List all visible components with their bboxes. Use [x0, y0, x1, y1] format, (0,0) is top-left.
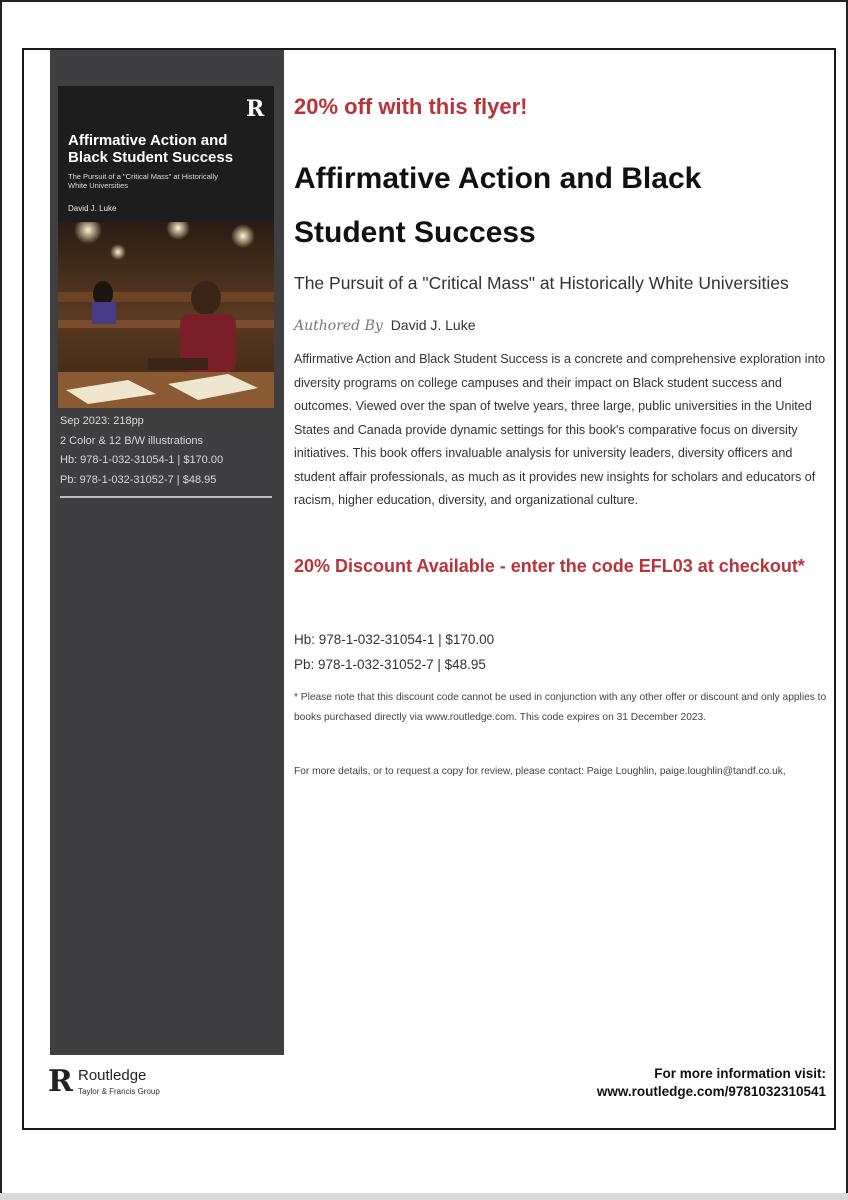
cover-photo	[58, 222, 274, 408]
footer-info-label: For more information visit:	[654, 1066, 826, 1081]
footer-url[interactable]: www.routledge.com/9781032310541	[596, 1084, 826, 1099]
book-title: Affirmative Action and Black Student Success	[294, 162, 702, 249]
book-cover	[58, 86, 274, 408]
price-pb: Pb: 978-1-032-31052-7 | $48.95	[294, 657, 486, 672]
bottom-band	[0, 1193, 848, 1200]
sidebar-date-pages: Sep 2023: 218pp	[60, 415, 144, 427]
discount-note: * Please note that this discount code cannot be used in conjunction with any other offer or discount and only applies to books purchased directly via www.routledge.com. This code expires on 31 December 2023.	[294, 692, 827, 723]
price-hb: Hb: 978-1-032-31054-1 | $170.00	[294, 632, 495, 647]
discount-headline: 20% Discount Available - enter the code EFL03 at checkout*	[294, 556, 805, 576]
author-line	[294, 314, 476, 337]
book-description: Affirmative Action and Black Student Success is a concrete and comprehensive exploration into diversity programs on college campuses and their impact on Black student success and outcomes. Viewed over the span of twelve years, three large, public universities in the United States and Canada provide dynamic settings for this book's comparative focus on diversity initiatives. This book offers invaluable analysis for university leaders, diversity officers and student affair professionals, as much as it provides new insights for scholars and educators of racism, higher education, diversity, and organizational culture.	[294, 352, 826, 507]
sidebar-illustrations: 2 Color & 12 B/W illustrations	[60, 434, 204, 447]
price-list	[294, 627, 494, 677]
contact-info: For more details, or to request a copy for review, please contact: Paige Loughlin, paige.loughlin@tandf.co.uk,	[294, 766, 786, 777]
promo-headline: 20% off with this flyer!	[294, 94, 528, 119]
sidebar-hb: Hb: 978-1-032-31054-1 | $170.00	[60, 454, 224, 466]
book-subtitle: The Pursuit of a "Critical Mass" at Historically White Universities	[294, 273, 789, 293]
sidebar-pb: Pb: 978-1-032-31052-7 | $48.95	[60, 473, 217, 486]
cover-author: David J. Luke	[68, 204, 117, 213]
routledge-logo-icon: R	[246, 96, 265, 122]
footer-logo	[48, 1066, 248, 1100]
authored-by-label: Authored By	[294, 318, 383, 334]
publisher-name: Routledge	[78, 1067, 147, 1084]
cover-title: Affirmative Action and Black Student Success	[68, 132, 234, 166]
cover-subtitle: The Pursuit of a "Critical Mass" at Historically White Universities	[68, 172, 218, 190]
author-name: David J. Luke	[390, 317, 476, 333]
publisher-group: Taylor & Francis Group	[78, 1087, 160, 1096]
sidebar-book-meta	[60, 412, 280, 490]
sidebar-divider	[60, 496, 272, 498]
routledge-logo-icon: R	[48, 1064, 73, 1099]
footer-info	[597, 1065, 826, 1101]
